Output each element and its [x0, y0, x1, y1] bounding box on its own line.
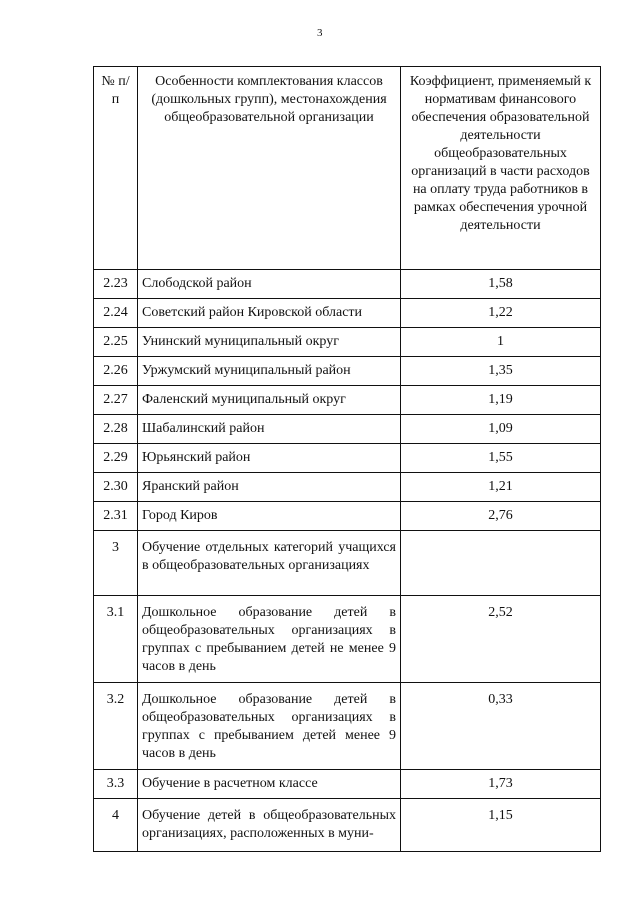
row-description: Слободской район — [138, 270, 401, 299]
row-number: 3.2 — [94, 683, 138, 770]
row-description: Шабалинский район — [138, 415, 401, 444]
row-description: Город Киров — [138, 502, 401, 531]
row-number: 2.24 — [94, 299, 138, 328]
table-row — [94, 270, 601, 299]
table-row — [94, 531, 601, 596]
table-row — [94, 770, 601, 799]
table-row — [94, 502, 601, 531]
row-number: 2.31 — [94, 502, 138, 531]
row-number: 2.25 — [94, 328, 138, 357]
row-number: 2.28 — [94, 415, 138, 444]
row-description: Обучение детей в общеобразовательных организациях, расположенных в муни- — [138, 799, 401, 852]
row-coefficient: 1,58 — [401, 270, 601, 299]
header-number: № п/п — [94, 67, 138, 270]
row-coefficient: 1,22 — [401, 299, 601, 328]
row-coefficient: 0,33 — [401, 683, 601, 770]
row-coefficient: 2,76 — [401, 502, 601, 531]
row-coefficient: 1 — [401, 328, 601, 357]
row-number: 2.30 — [94, 473, 138, 502]
row-description: Дошкольное образование детей в общеобразовательных организациях в группах с пребыванием детей менее 9 часов в день — [138, 683, 401, 770]
row-description: Фаленский муниципальный округ — [138, 386, 401, 415]
row-description: Советский район Кировской области — [138, 299, 401, 328]
row-description: Яранский район — [138, 473, 401, 502]
table-row — [94, 444, 601, 473]
table-row — [94, 386, 601, 415]
row-number: 2.23 — [94, 270, 138, 299]
header-coefficient: Коэффициент, применяемый к нормативам финансового обеспечения образовательной деятельности общеобразовательных организаций в части расходов на оплату труда работников в рамках обеспечения урочной деятельности — [401, 67, 601, 270]
row-description: Обучение в расчетном классе — [138, 770, 401, 799]
row-number: 2.29 — [94, 444, 138, 473]
row-coefficient: 1,21 — [401, 473, 601, 502]
table-row — [94, 799, 601, 852]
row-coefficient: 1,55 — [401, 444, 601, 473]
table-row — [94, 415, 601, 444]
row-coefficient: 1,09 — [401, 415, 601, 444]
row-coefficient: 2,52 — [401, 596, 601, 683]
row-number: 3.1 — [94, 596, 138, 683]
header-description: Особенности комплектования классов (дошкольных групп), местонахождения общеобразовательной организации — [138, 67, 401, 270]
row-coefficient: 1,73 — [401, 770, 601, 799]
table-row — [94, 328, 601, 357]
table-row — [94, 473, 601, 502]
row-coefficient — [401, 531, 601, 596]
row-number: 2.26 — [94, 357, 138, 386]
row-description: Обучение отдельных категорий учащихся в общеобразовательных организациях — [138, 531, 401, 596]
row-number: 4 — [94, 799, 138, 852]
table-row — [94, 357, 601, 386]
coefficients-table — [93, 66, 601, 852]
table-header-row — [94, 67, 601, 270]
row-number: 3.3 — [94, 770, 138, 799]
row-coefficient: 1,15 — [401, 799, 601, 852]
row-description: Юрьянский район — [138, 444, 401, 473]
row-description: Уржумский муниципальный район — [138, 357, 401, 386]
row-description: Дошкольное образование детей в общеобразовательных организациях в группах с пребыванием детей не менее 9 часов в день — [138, 596, 401, 683]
table-row — [94, 299, 601, 328]
table-row — [94, 683, 601, 770]
row-coefficient: 1,35 — [401, 357, 601, 386]
row-number: 3 — [94, 531, 138, 596]
row-coefficient: 1,19 — [401, 386, 601, 415]
page-number: 3 — [317, 27, 323, 39]
row-number: 2.27 — [94, 386, 138, 415]
row-description: Унинский муниципальный округ — [138, 328, 401, 357]
table-row — [94, 596, 601, 683]
